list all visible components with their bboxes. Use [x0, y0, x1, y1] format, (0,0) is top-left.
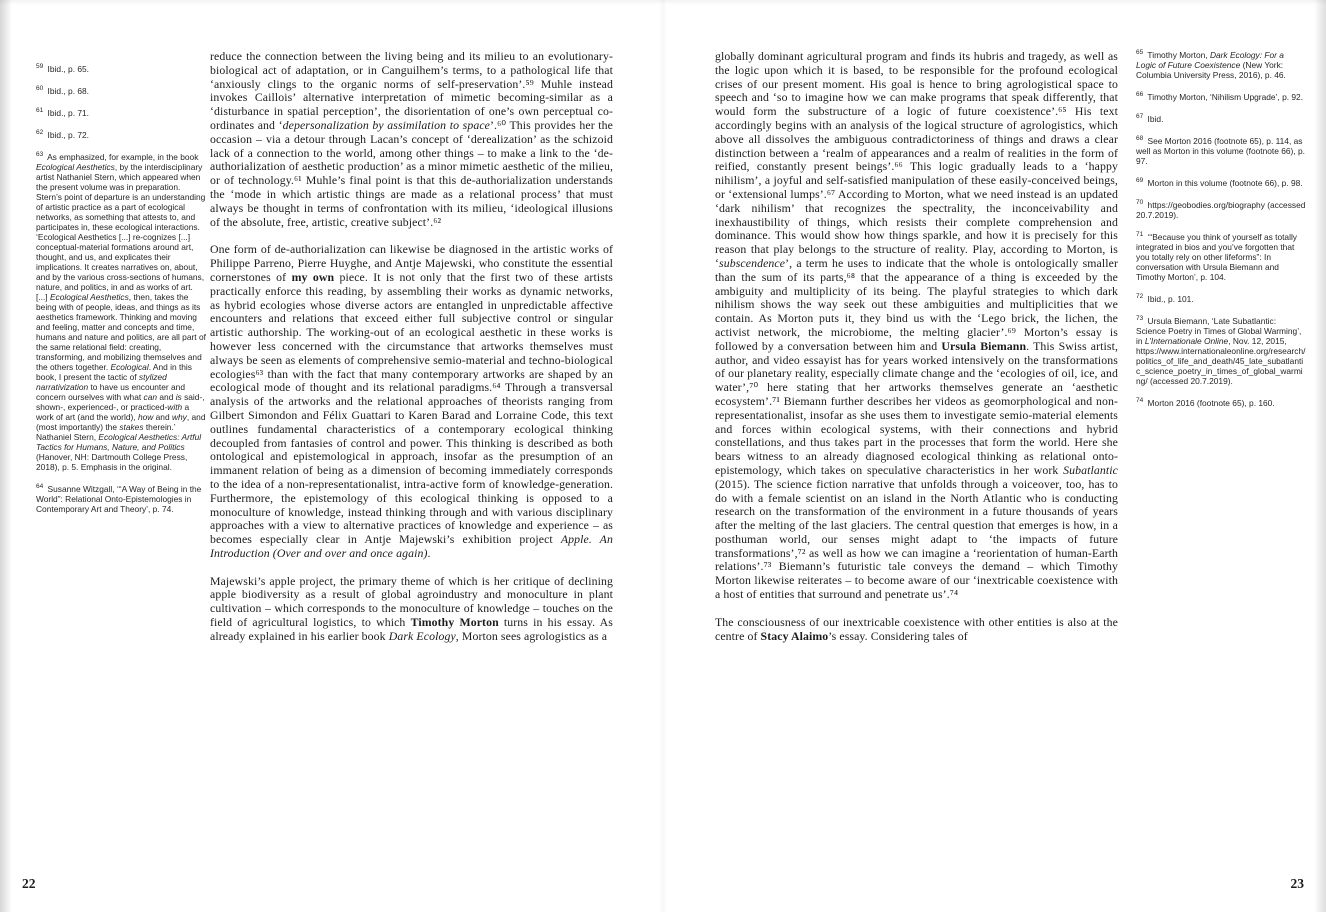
footnote-73: $^{73}$ Ursula Biemann, ‘Late Subatlantic: Science Poetry in Times of Global Warming’, in L’Internationale Online, Nov. 12, 2015, https://www.internationaleonline.org/research/politics_of_life_and_death/45_late_subatlantic_science_poetry_in_times_of_global_warming/ (accessed 20.7.2019). [1136, 315, 1306, 386]
footnote-number: 71 [1136, 231, 1144, 239]
footnote-62: $^{62}$ Ibid., p. 72. [36, 129, 89, 140]
footnote-number: 73 [1136, 315, 1144, 323]
footnote-65: $^{65}$ Timothy Morton, Dark Ecology: For a Logic of Future Coexistence (New York: Columbia University Press, 2016), p. 46. [1136, 49, 1286, 80]
page-number-right: 23 [1290, 876, 1304, 891]
body-column-right [715, 50, 1118, 657]
body-paragraph: globally dominant agricultural program and finds its hubris and tragedy, as well as the logic upon which it is based, to be responsible for the profound ecological crises of our present moment. His goal is hence to bring agrologistical space to speech and ‘so to imagine how we can make programs that speak differently, that would form the substructure of a logic of future coexistence’.⁶⁵ His text accordingly begins with an analysis of the logical structure of agrologistics, which above all dissolves the ambiguous contradictoriness of things and draws a clear distinction between a ‘realm of appearances and a realm of realities in the form of reified, constantly present beings’.⁶⁶ This logic gradually leads to a ‘happy nihilism’, a joyful and self-satisfied manipulation of these easily-conceived beings, or ‘extensional lumps’.⁶⁷ According to Morton, what we need instead is an updated ‘dark nihilism’ that recognizes the spectrality, the inconceivability and inexhaustibility of things, which resists their complete comprehension and dominance. This would show how things sparkle, and how it is precisely for this reason that play belongs to the structure of reality. Play, according to Morton, is ‘subscendence’, a term he uses to indicate that the whole is ontologically smaller than the sum of its parts,⁶⁸ that the appearance of a thing is exceeded by the ambiguity and multiplicity of its being. The playful strategies to which dark nihilism shows the way seek out these ambiguities and multiplicities that we contain. As Morton puts it, they bind us with the ‘Lego brick, the lichen, the activist network, the microbiome, the melting glacier’.⁶⁹ Morton’s essay is followed by a conversation between him and Ursula Biemann. This Swiss artist, author, and video essayist has for years worked intensively on the transformations of our planetary reality, especially climate change and the ‘ecologies of oil, ice, and water’,⁷⁰ here stating that her artworks themselves generate an ‘aesthetic ecosystem’.⁷¹ Biemann further describes her videos as geomorphological and non-representationalist, insofar as she uses them to investigate semio-material elements and forces within ecological systems, with their connections and hybrid constellations, and thus takes part in the processes that form the world. Here she bears witness to an already diagnosed ecological thinking as relational onto-epistemology, which takes on speculative characteristics in her work Subatlantic (2015). The science fiction narrative that unfolds through a voiceover, too, has to do with a female scientist on an island in the North Atlantic who is conducting research on the transformation of the environment in a future thousands of years after the melting of the last glaciers. The central question that emerges is how, in a posthuman world, our senses might adapt to ‘the impacts of future transformations’,⁷² as well as how we can imagine a ‘reorientation of human-Earth relations’.⁷³ Biemann’s futuristic tale conveys the demand – which Timothy Morton likewise reiterates – to become aware of our ‘inextricable coexistence with a host of entities that surround and penetrate us’.⁷⁴ [715, 49, 1118, 602]
footnote-number: 64 [36, 483, 44, 491]
footnote-number: 74 [1136, 397, 1144, 405]
footnote-59: $^{59}$ Ibid., p. 65. [36, 63, 89, 74]
footnote-64: $^{64}$ Susanne Witzgall, ‘“A Way of Being in the World”: Relational Onto-Epistemologies in Contemporary Art and Theory’, p. 74. [36, 483, 202, 514]
footnote-number: 61 [36, 107, 44, 115]
footnote-71: $^{71}$ ‘“Because you think of yourself as totally integrated in bios and you’ve forgotten that you totally rely on other lifeforms”: In conversation with Ursula Biemann and Timothy Morton’, p. 104. [1136, 231, 1297, 282]
body-paragraph: One form of de-authorialization can likewise be diagnosed in the artistic works of Philippe Parreno, Pierre Huyghe, and Antje Majewski, who constitute the essential cornerstones of my own piece. It is not only that the first two of these artists practically enforce this reading, by assembling their works as dynamic networks, as hybrid ecologies whose diverse actors are entangled in unpredictable affective encounters and relations that exceed either full subjective control or singular artistic authorship. The working-out of an ecological aesthetic in these works is however less concerned with the circumstance that artworks themselves must always be seen as elements of comprehensive semio-material and techno-biological ecologies⁶³ than with the fact that many contemporary artworks are shaped by an ecological mode of thought and its relational paradigms.⁶⁴ Through a transversal analysis of the artworks and the relational approaches of theorists ranging from Gilbert Simondon and Félix Guattari to Karen Barad and Lorraine Code, this text outlines fundamental characteristics of a contemporary ecological thinking decoupled from fantasies of control and power. This thinking is described as both ontological and epistemological in approach, insofar as the presumption of an immanent relation of being as a dimension of becoming immediately corresponds to the idea of a non-representationalist, intra-active form of knowledge-generation. Furthermore, the epistemology of this ecological thinking is opposed to a monoculture of knowledge, instead thinking through and with various disciplinary approaches with a view to alternative practices of knowledge and experience – as becomes especially clear in Antje Majewski’s exhibition project Apple. An Introduction (Over and over and once again). [210, 242, 613, 560]
footnote-60: $^{60}$ Ibid., p. 68. [36, 85, 89, 96]
footnote-70: $^{70}$ https://geobodies.org/biography (accessed 20.7.2019). [1136, 199, 1306, 220]
page-number-left: 22 [22, 876, 36, 891]
footnote-74: $^{74}$ Morton 2016 (footnote 65), p. 160. [1136, 397, 1275, 408]
footnote-number: 66 [1136, 91, 1144, 99]
footnote-number: 68 [1136, 135, 1144, 143]
footnote-number: 60 [36, 85, 44, 93]
footnote-61: $^{61}$ Ibid., p. 71. [36, 107, 89, 118]
footnote-66: $^{66}$ Timothy Morton, ‘Nihilism Upgrade’, p. 92. [1136, 91, 1304, 102]
footnote-number: 67 [1136, 113, 1144, 121]
footnote-63: $^{63}$ As emphasized, for example, in the book Ecological Aesthetics, by the interdisciplinary artist Nathaniel Stern, which appeared when the present volume was in preparation. Stern’s point of departure is an understanding of artistic practice as a part of ecological networks, as something that attests to, and participates in, these ecological interactions. ‘Ecological Aesthetics [...] re-cognizes [...] conceptual-material formations around art, thought, and us, and explicates their implications. It creates narratives on, about, and by the various cross-sections of humans, nature, and politics, in and as works of art. [...] Ecological Aesthetics, then, takes the being with of people, ideas, and things as its aesthetics framework. Thinking and moving and feeling, matter and concepts and time, humans and nature and politics, are all part of the same relational field: creating, transforming, and mobilizing themselves and the others together. Ecological. And in this book, I present the tactic of stylized narrativization to have us encounter and concern ourselves with what can and is said-, shown-, experienced-, or practiced-with a work of art (and the world), how and why, and (most importantly) the stakes therein.’ Nathaniel Stern, Ecological Aesthetics: Artful Tactics for Humans, Nature, and Politics (Hanover, NH: Dartmouth College Press, 2018), p. 5. Emphasis in the original. [36, 151, 206, 472]
footnote-69: $^{69}$ Morton in this volume (footnote 66), p. 98. [1136, 177, 1303, 188]
footnote-column-right [1136, 50, 1306, 420]
footnote-68: $^{68}$ See Morton 2016 (footnote 65), p. 114, as well as Morton in this volume (footnote 66), p. 97. [1136, 135, 1305, 166]
body-paragraph: reduce the connection between the living being and its milieu to an evolutionary-biological act of adaptation, or in Canguilhem’s terms, to a pathological life that ‘anxiously clings to the organic norms of self-preservation’.⁵⁹ Muhle instead invokes Caillois’ alternative interpretation of mimetic becoming-similar as a ‘disturbance in spatial perception’, the disorientation of one’s own perceptual co-ordinates and ‘depersonalization by assimilation to space’.⁶⁰ This provides her the occasion – via a detour through Lacan’s concept of ‘derealization’ as the schizoid lack of a connection to the world, among other things – to make a link to the ‘de-authorialization of aesthetic production’ as a minor mimetic aesthetic of the milieu, or of technology.⁶¹ Muhle’s final point is that this de-authorialization understands the ‘mode in which artistic things are made as a relational process’ that must always be thought in terms of confrontation with its milieu, ‘ideological illusions of the absolute, free, artistic, creative subject’.⁶² [210, 49, 613, 229]
footnote-number: 59 [36, 63, 44, 71]
footnote-column-left [36, 64, 206, 526]
body-column-left [210, 50, 613, 658]
footnote-number: 62 [36, 129, 44, 137]
footnote-number: 72 [1136, 293, 1144, 301]
page-right [663, 0, 1326, 912]
body-paragraph: The consciousness of our inextricable coexistence with other entities is also at the centre of Stacy Alaimo’s essay. Considering tales of [715, 614, 1118, 643]
footnote-number: 63 [36, 151, 44, 159]
footnote-number: 69 [1136, 177, 1144, 185]
footnote-number: 65 [1136, 49, 1144, 57]
footnote-number: 70 [1136, 199, 1144, 207]
footnote-72: $^{72}$ Ibid., p. 101. [1136, 293, 1194, 304]
body-paragraph: Majewski’s apple project, the primary theme of which is her critique of declining apple biodiversity as a result of global agroindustry and monoculture in plant cultivation – which corresponds to the monoculture of knowledge – touches on the field of agricultural logistics, to which Timothy Morton turns in his essay. As already explained in his earlier book Dark Ecology, Morton sees agrologistics as a [210, 573, 613, 643]
footnote-67: $^{67}$ Ibid. [1136, 113, 1164, 124]
